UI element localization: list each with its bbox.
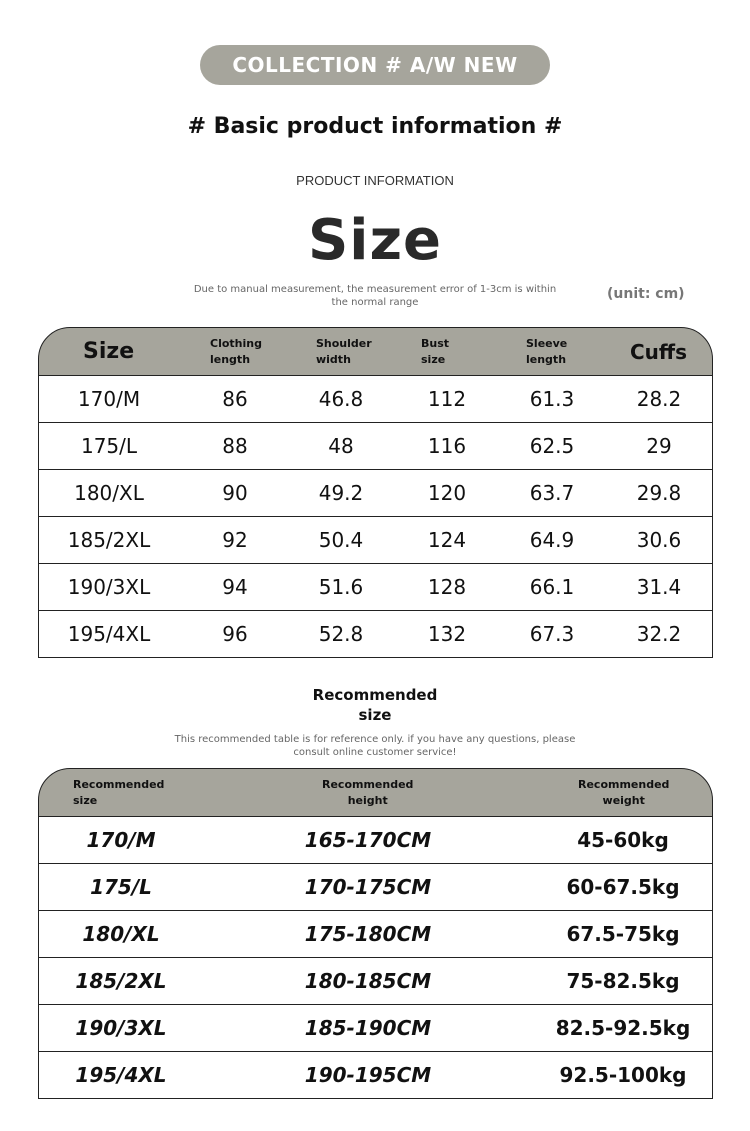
size-table-body	[38, 376, 713, 658]
header-shoulder-width	[316, 328, 372, 375]
cell-cuffs: 29.8	[636, 481, 682, 505]
header-bust-line1: Bust	[421, 336, 450, 350]
header-bust-line2: size	[421, 352, 446, 366]
cell-cuffs: 29	[646, 434, 672, 458]
header-rec-weight-line1: Recommended	[578, 777, 670, 791]
header-clothing-length	[210, 328, 262, 375]
cell-bust-size: 116	[427, 434, 467, 458]
header-recommended-height	[322, 769, 413, 816]
cell-bust-size: 120	[427, 481, 467, 505]
cell-size: 170/M	[77, 387, 141, 411]
cell-clothing-length: 88	[222, 434, 248, 458]
table-row	[38, 911, 713, 958]
table-row	[38, 517, 713, 564]
cell-recommended-weight: 45-60kg	[577, 828, 669, 852]
cell-clothing-length: 92	[222, 528, 248, 552]
table-row	[38, 1052, 713, 1099]
cell-recommended-weight: 82.5-92.5kg	[555, 1016, 691, 1040]
cell-shoulder-width: 51.6	[318, 575, 364, 599]
cell-clothing-length: 86	[222, 387, 248, 411]
recommended-table-header	[38, 768, 713, 817]
collection-banner	[200, 45, 550, 85]
cell-recommended-height: 170-175CM	[304, 875, 432, 899]
cell-recommended-height: 190-195CM	[304, 1063, 432, 1087]
size-table	[38, 327, 713, 658]
recommended-title	[0, 685, 750, 725]
header-recommended-weight	[578, 769, 669, 816]
header-sleeve-line2: length	[526, 352, 567, 366]
cell-recommended-height: 175-180CM	[304, 922, 432, 946]
table-row	[38, 864, 713, 911]
cell-recommended-size: 170/M	[86, 828, 156, 852]
cell-clothing-length: 96	[222, 622, 248, 646]
cell-sleeve-length: 66.1	[529, 575, 575, 599]
header-clothing-line1: Clothing	[210, 336, 262, 350]
cell-cuffs: 30.6	[636, 528, 682, 552]
cell-bust-size: 112	[427, 387, 467, 411]
header-shoulder-line2: width	[316, 352, 351, 366]
header-rec-size-line1: Recommended	[73, 777, 165, 791]
header-size: Size	[83, 339, 135, 364]
header-sleeve-length	[526, 328, 567, 375]
cell-bust-size: 124	[427, 528, 467, 552]
table-row	[38, 611, 713, 658]
cell-size: 185/2XL	[67, 528, 151, 552]
header-rec-height-line1: Recommended	[322, 777, 414, 791]
cell-recommended-size: 185/2XL	[75, 969, 167, 993]
recommended-title-line2: size	[358, 706, 392, 724]
cell-shoulder-width: 46.8	[318, 387, 364, 411]
cell-size: 195/4XL	[67, 622, 151, 646]
cell-sleeve-length: 62.5	[529, 434, 575, 458]
recommended-note-line2: consult online customer service!	[293, 747, 457, 758]
cell-cuffs: 28.2	[636, 387, 682, 411]
table-row	[38, 817, 713, 864]
cell-recommended-size: 190/3XL	[75, 1016, 167, 1040]
cell-shoulder-width: 49.2	[318, 481, 364, 505]
header-clothing-line2: length	[210, 352, 251, 366]
page-title: Size	[307, 208, 443, 273]
cell-recommended-size: 195/4XL	[75, 1063, 167, 1087]
table-row	[38, 470, 713, 517]
table-row	[38, 564, 713, 611]
section-heading: # Basic product information #	[187, 114, 563, 139]
header-rec-weight-line2: weight	[602, 793, 645, 807]
header-rec-size-line2: size	[73, 793, 98, 807]
cell-bust-size: 128	[427, 575, 467, 599]
size-table-header	[38, 327, 713, 376]
recommended-note-line1: This recommended table is for reference only. if you have any questions, please	[174, 734, 576, 745]
cell-sleeve-length: 64.9	[529, 528, 575, 552]
cell-recommended-weight: 75-82.5kg	[566, 969, 680, 993]
header-cuffs: Cuffs	[630, 339, 688, 364]
recommended-title-line1: Recommended	[312, 686, 438, 704]
table-row	[38, 1005, 713, 1052]
recommended-note	[150, 733, 600, 759]
header-rec-height-line2: height	[347, 793, 388, 807]
collection-banner-label: COLLECTION # A/W NEW	[232, 53, 518, 77]
cell-cuffs: 32.2	[636, 622, 682, 646]
cell-sleeve-length: 61.3	[529, 387, 575, 411]
cell-size: 190/3XL	[67, 575, 151, 599]
cell-recommended-weight: 67.5-75kg	[566, 922, 680, 946]
cell-shoulder-width: 50.4	[318, 528, 364, 552]
cell-shoulder-width: 52.8	[318, 622, 364, 646]
cell-size: 175/L	[80, 434, 138, 458]
cell-clothing-length: 90	[222, 481, 248, 505]
cell-size: 180/XL	[74, 481, 144, 505]
cell-sleeve-length: 63.7	[529, 481, 575, 505]
cell-recommended-height: 185-190CM	[304, 1016, 432, 1040]
cell-recommended-weight: 92.5-100kg	[559, 1063, 687, 1087]
cell-cuffs: 31.4	[636, 575, 682, 599]
measurement-note-line1: Due to manual measurement, the measurement error of 1-3cm is within	[193, 284, 557, 295]
cell-sleeve-length: 67.3	[529, 622, 575, 646]
table-row	[38, 423, 713, 470]
cell-recommended-weight: 60-67.5kg	[566, 875, 680, 899]
table-row	[38, 958, 713, 1005]
cell-recommended-size: 180/XL	[82, 922, 160, 946]
header-recommended-size	[73, 769, 164, 816]
recommended-table	[38, 768, 713, 1099]
header-bust-size	[421, 328, 449, 375]
recommended-table-body	[38, 817, 713, 1099]
cell-recommended-height: 180-185CM	[304, 969, 432, 993]
measurement-note-line2: the normal range	[331, 297, 419, 308]
cell-clothing-length: 94	[222, 575, 248, 599]
cell-recommended-size: 175/L	[90, 875, 152, 899]
section-subheading: PRODUCT INFORMATION	[296, 173, 454, 188]
unit-label: (unit: cm)	[607, 286, 685, 302]
cell-bust-size: 132	[427, 622, 467, 646]
header-shoulder-line1: Shoulder	[316, 336, 372, 350]
cell-shoulder-width: 48	[328, 434, 354, 458]
measurement-note	[170, 283, 580, 309]
table-row	[38, 376, 713, 423]
cell-recommended-height: 165-170CM	[304, 828, 432, 852]
header-sleeve-line1: Sleeve	[526, 336, 568, 350]
